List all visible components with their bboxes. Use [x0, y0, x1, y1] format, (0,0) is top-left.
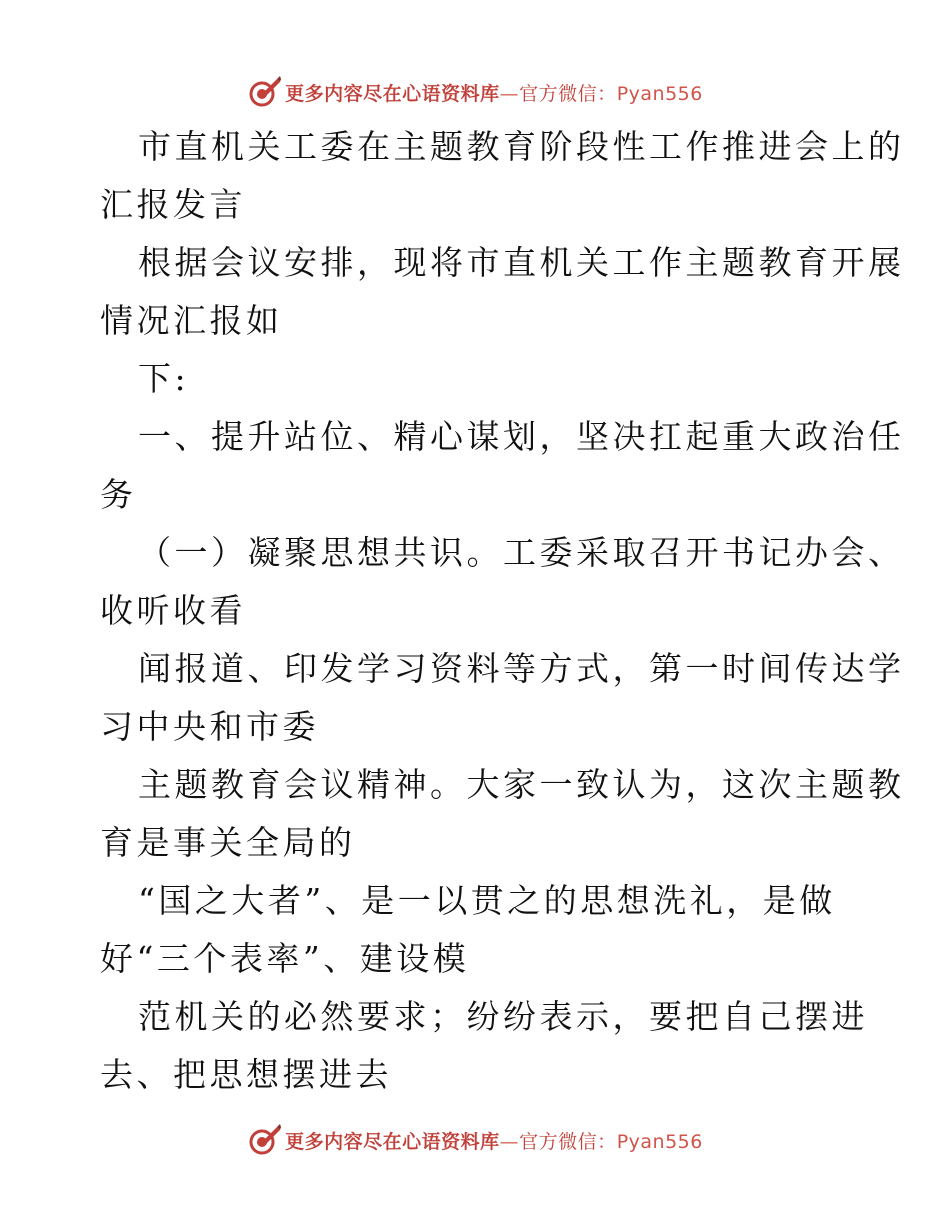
text-line: 收听收看: [100, 591, 246, 630]
footer-watermark-banner: [0, 1120, 950, 1160]
header-watermark-banner: [0, 72, 950, 112]
footer-banner-text: [285, 1127, 703, 1154]
text-line: 情况汇报如: [100, 301, 283, 340]
text-line: “国之大者”、是一以贯之的思想洗礼，是做: [138, 881, 836, 920]
text-line: 去、把思想摆进去: [100, 1055, 392, 1094]
text-line: 主题教育会议精神。大家一致认为，这次主题教: [138, 765, 905, 804]
text-line: 汇报发言: [100, 185, 246, 224]
pen-circle-logo-icon: [247, 75, 281, 109]
text-line: 下:: [138, 359, 190, 398]
footer-banner-brand: 更多内容尽在心语资料库: [285, 1130, 500, 1153]
footer-banner-wechat-label: 官方微信：: [519, 1130, 617, 1153]
header-banner-brand: 更多内容尽在心语资料库: [285, 82, 500, 105]
header-banner-wechat-label: 官方微信：: [519, 82, 617, 105]
text-line: 务: [100, 475, 137, 514]
document-body: [100, 118, 905, 1104]
header-banner-text: [285, 79, 703, 106]
footer-banner-dash: —: [499, 1130, 520, 1153]
text-line: 根据会议安排，现将市直机关工作主题教育开展: [138, 243, 905, 282]
text-line: 范机关的必然要求；纷纷表示，要把自己摆进: [138, 997, 868, 1036]
header-banner-dash: —: [499, 82, 520, 105]
text-line: 习中央和市委: [100, 707, 319, 746]
text-line: 闻报道、印发学习资料等方式，第一时间传达学: [138, 649, 905, 688]
text-line: 好“三个表率”、建设模: [100, 939, 470, 978]
text-line: （一）凝聚思想共识。工委采取召开书记办会、: [138, 533, 905, 572]
footer-banner-wechat-id: Pyan556: [616, 1130, 703, 1153]
header-banner-wechat-id: Pyan556: [616, 82, 703, 105]
text-line: 一、提升站位、精心谋划，坚决扛起重大政治任: [138, 417, 905, 456]
text-line: 市直机关工委在主题教育阶段性工作推进会上的: [138, 127, 905, 166]
pen-circle-logo-icon: [247, 1123, 281, 1157]
text-line: 育是事关全局的: [100, 823, 356, 862]
